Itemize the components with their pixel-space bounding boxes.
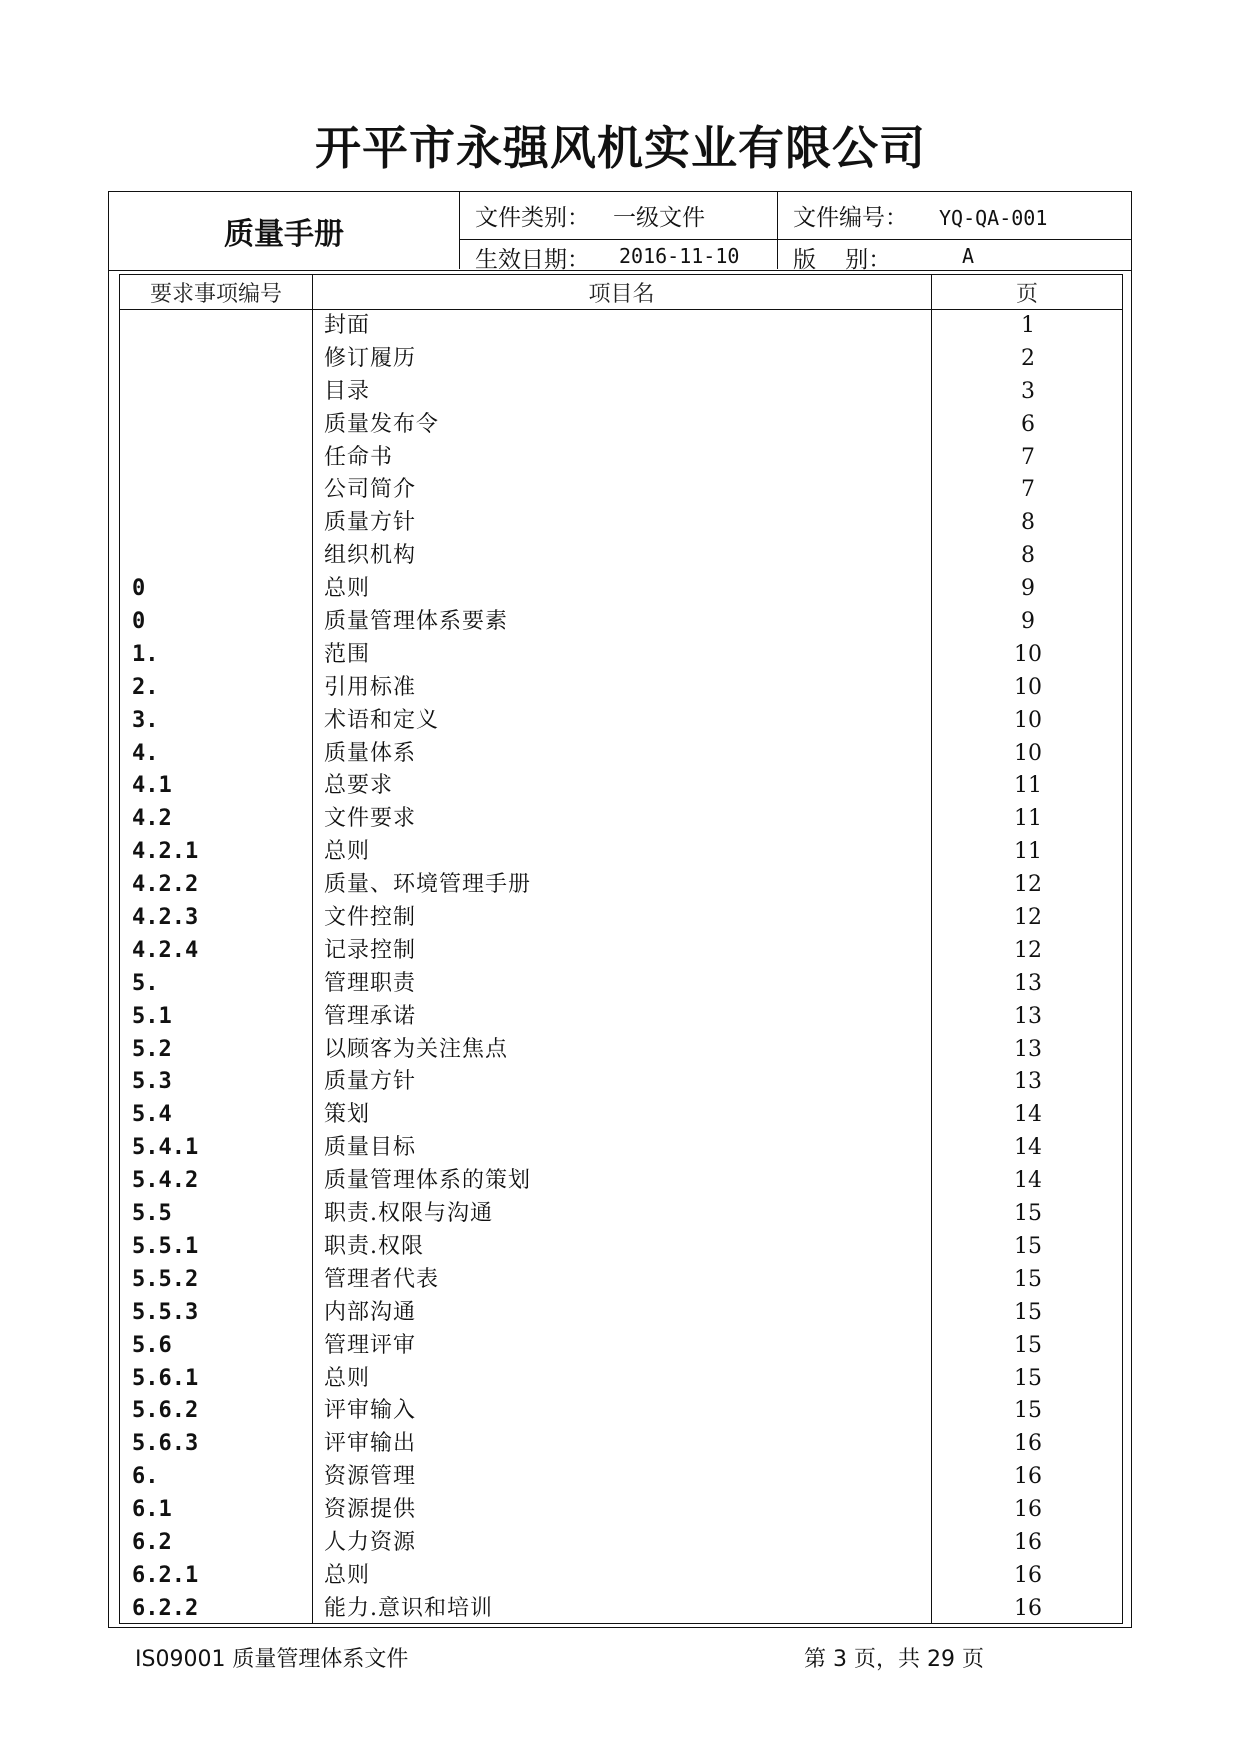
toc-item-page: 16 [1014,1595,1042,1621]
toc-item-name: 资源管理 [324,1464,417,1490]
toc-item-number: 4.2.2 [132,872,199,898]
toc-item-number: 5.6.1 [132,1365,199,1391]
toc-item-number: 5.4 [132,1102,172,1128]
table-row [120,902,1122,935]
toc-item-page: 16 [1014,1431,1042,1457]
toc-item-page: 15 [1014,1233,1042,1259]
doc-type-label: 文件类别： [475,205,590,231]
toc-item-name: 质量方针 [324,510,417,536]
toc-item-page: 15 [1014,1201,1042,1227]
toc-item-name: 范围 [324,641,371,667]
toc-item-number: 3. [132,707,159,733]
toc-item-name: 修订履历 [324,345,417,371]
toc-item-page: 10 [1014,641,1042,667]
table-row [120,1527,1122,1560]
table-row [120,442,1122,475]
table-row [120,803,1122,836]
table-row [120,738,1122,771]
toc-item-name: 管理者代表 [324,1266,440,1292]
table-row [120,409,1122,442]
toc-item-page: 7 [1021,444,1035,470]
table-row [120,1428,1122,1461]
toc-item-name: 资源提供 [324,1497,417,1523]
doc-number-value: YQ-QA-001 [939,206,1048,230]
toc-item-name: 管理承诺 [324,1003,417,1029]
version-label: 版 别： [793,247,892,273]
toc-item-page: 14 [1014,1102,1042,1128]
toc-item-name: 能力.意识和培训 [324,1595,493,1621]
toc-item-name: 质量体系 [324,740,417,766]
toc-item-page: 1 [1021,313,1035,338]
table-row [120,1066,1122,1099]
toc-item-number: 6. [132,1464,159,1490]
column-header-name: 项目名 [588,281,655,307]
toc-item-page: 8 [1021,510,1035,536]
toc-item-page: 15 [1014,1299,1042,1325]
toc-item-page: 9 [1021,609,1035,635]
table-row [120,672,1122,705]
toc-item-name: 总则 [324,1365,371,1391]
column-header-page: 页 [1015,281,1038,307]
toc-item-name: 评审输入 [324,1398,417,1424]
table-row [120,705,1122,738]
toc-item-number: 5.6 [132,1332,172,1358]
table-row [120,474,1122,507]
toc-item-number: 5. [132,970,159,996]
toc-item-name: 总则 [324,576,371,602]
version-value: A [962,244,975,268]
table-row [120,1165,1122,1198]
toc-item-page: 14 [1014,1168,1042,1194]
toc-item-page: 15 [1014,1365,1042,1391]
toc-item-page: 9 [1021,576,1035,602]
toc-item-page: 7 [1021,477,1035,503]
toc-item-name: 评审输出 [324,1431,417,1457]
table-row [120,1264,1122,1297]
table-row [120,573,1122,606]
toc-item-number: 4.2 [132,806,172,832]
toc-item-page: 16 [1014,1529,1042,1555]
table-row [120,310,1122,343]
toc-item-page: 15 [1014,1398,1042,1424]
table-row [120,1363,1122,1396]
toc-item-page: 12 [1014,872,1042,898]
toc-item-name: 总要求 [324,773,394,799]
table-row [120,540,1122,573]
toc-item-name: 人力资源 [324,1529,417,1555]
toc-item-page: 12 [1014,905,1042,931]
column-header-number: 要求事项编号 [149,281,282,307]
toc-item-name: 质量管理体系的策划 [324,1168,532,1194]
toc-item-name: 质量目标 [324,1135,417,1161]
toc-item-number: 0 [132,609,146,635]
toc-item-name: 术语和定义 [324,707,440,733]
toc-item-number: 4.2.4 [132,937,199,963]
company-name: 开平市永强风机实业有限公司 [315,121,926,175]
toc-item-page: 11 [1014,806,1042,832]
toc-item-name: 文件要求 [324,806,417,832]
toc-item-page: 10 [1014,740,1042,766]
toc-item-page: 3 [1021,378,1035,404]
toc-item-page: 10 [1014,674,1042,700]
table-header [120,275,1122,310]
toc-item-number: 6.2 [132,1529,172,1555]
toc-item-name: 管理评审 [324,1332,417,1358]
toc-item-name: 内部沟通 [324,1299,417,1325]
toc-item-number: 4.1 [132,773,172,799]
effective-date-value: 2016-11-10 [619,244,740,268]
header-divider-vertical [777,192,778,269]
toc-item-name: 职责.权限 [324,1233,424,1259]
toc-item-number: 5.4.1 [132,1135,199,1161]
toc-item-name: 质量方针 [324,1069,417,1095]
footer-document-series: IS09001 质量管理体系文件 [135,1647,409,1672]
toc-item-number: 1. [132,641,159,667]
toc-item-page: 16 [1014,1497,1042,1523]
toc-item-number: 5.5.3 [132,1299,199,1325]
table-row [120,770,1122,803]
toc-item-number: 5.5 [132,1201,172,1227]
table-row [120,869,1122,902]
toc-item-name: 文件控制 [324,905,417,931]
table-row [120,1198,1122,1231]
toc-item-name: 总则 [324,839,371,865]
toc-item-page: 13 [1014,970,1042,996]
table-row [120,1034,1122,1067]
toc-item-name: 记录控制 [324,937,417,963]
effective-date-label: 生效日期： [475,247,590,273]
table-row [120,968,1122,1001]
toc-item-name: 质量发布令 [324,411,440,437]
toc-item-name: 公司简介 [324,477,417,503]
toc-item-number: 4. [132,740,159,766]
toc-item-page: 13 [1014,1069,1042,1095]
table-row [120,1461,1122,1494]
toc-item-number: 5.4.2 [132,1168,199,1194]
toc-item-name: 管理职责 [324,970,417,996]
table-body [120,310,1122,1626]
toc-item-number: 6.2.1 [132,1562,199,1588]
toc-item-number: 5.1 [132,1003,172,1029]
document-header-table [108,191,1132,271]
toc-item-number: 6.2.2 [132,1595,199,1621]
toc-item-number: 5.2 [132,1036,172,1062]
toc-item-page: 2 [1021,345,1035,371]
toc-item-number: 0 [132,576,146,602]
table-row [120,1099,1122,1132]
manual-title: 质量手册 [109,192,460,269]
toc-item-page: 13 [1014,1036,1042,1062]
toc-item-name: 策划 [324,1102,371,1128]
toc-item-page: 11 [1014,839,1042,865]
toc-item-name: 质量管理体系要素 [324,609,509,635]
table-row [120,507,1122,540]
toc-item-number: 2. [132,674,159,700]
toc-item-number: 4.2.3 [132,905,199,931]
toc-item-page: 8 [1021,543,1035,569]
table-row [120,1593,1122,1626]
table-row [120,1231,1122,1264]
table-row [120,1132,1122,1165]
toc-item-page: 6 [1021,411,1035,437]
toc-item-page: 15 [1014,1266,1042,1292]
table-of-contents [119,274,1123,1624]
toc-item-number: 5.6.3 [132,1431,199,1457]
table-row [120,1330,1122,1363]
toc-item-number: 5.6.2 [132,1398,199,1424]
toc-item-page: 11 [1014,773,1042,799]
toc-item-page: 16 [1014,1562,1042,1588]
table-row [120,376,1122,409]
table-row [120,935,1122,968]
table-row [120,1001,1122,1034]
table-row [120,606,1122,639]
toc-item-number: 5.5.2 [132,1266,199,1292]
toc-item-number: 5.5.1 [132,1233,199,1259]
toc-item-page: 16 [1014,1464,1042,1490]
table-row [120,343,1122,376]
table-row [120,639,1122,672]
toc-item-name: 以顾客为关注焦点 [324,1036,509,1062]
table-row [120,836,1122,869]
toc-item-page: 12 [1014,937,1042,963]
toc-item-name: 职责.权限与沟通 [324,1201,493,1227]
toc-item-name: 目录 [324,378,371,404]
table-row [120,1395,1122,1428]
doc-number-label: 文件编号： [793,205,908,231]
footer-page-number: 第 3 页，共 29 页 [804,1647,984,1672]
toc-item-page: 14 [1014,1135,1042,1161]
toc-item-number: 6.1 [132,1497,172,1523]
toc-item-number: 4.2.1 [132,839,199,865]
toc-item-page: 15 [1014,1332,1042,1358]
toc-item-name: 引用标准 [324,674,417,700]
toc-item-page: 13 [1014,1003,1042,1029]
doc-type-value: 一级文件 [613,205,705,231]
table-row [120,1560,1122,1593]
header-divider-horizontal [459,239,1131,240]
toc-item-name: 组织机构 [324,543,417,569]
toc-item-name: 任命书 [324,444,394,470]
toc-item-name: 总则 [324,1562,371,1588]
toc-item-name: 质量、环境管理手册 [324,872,532,898]
table-row [120,1494,1122,1527]
toc-item-page: 10 [1014,707,1042,733]
toc-item-name: 封面 [324,313,371,338]
table-row [120,1297,1122,1330]
toc-item-number: 5.3 [132,1069,172,1095]
